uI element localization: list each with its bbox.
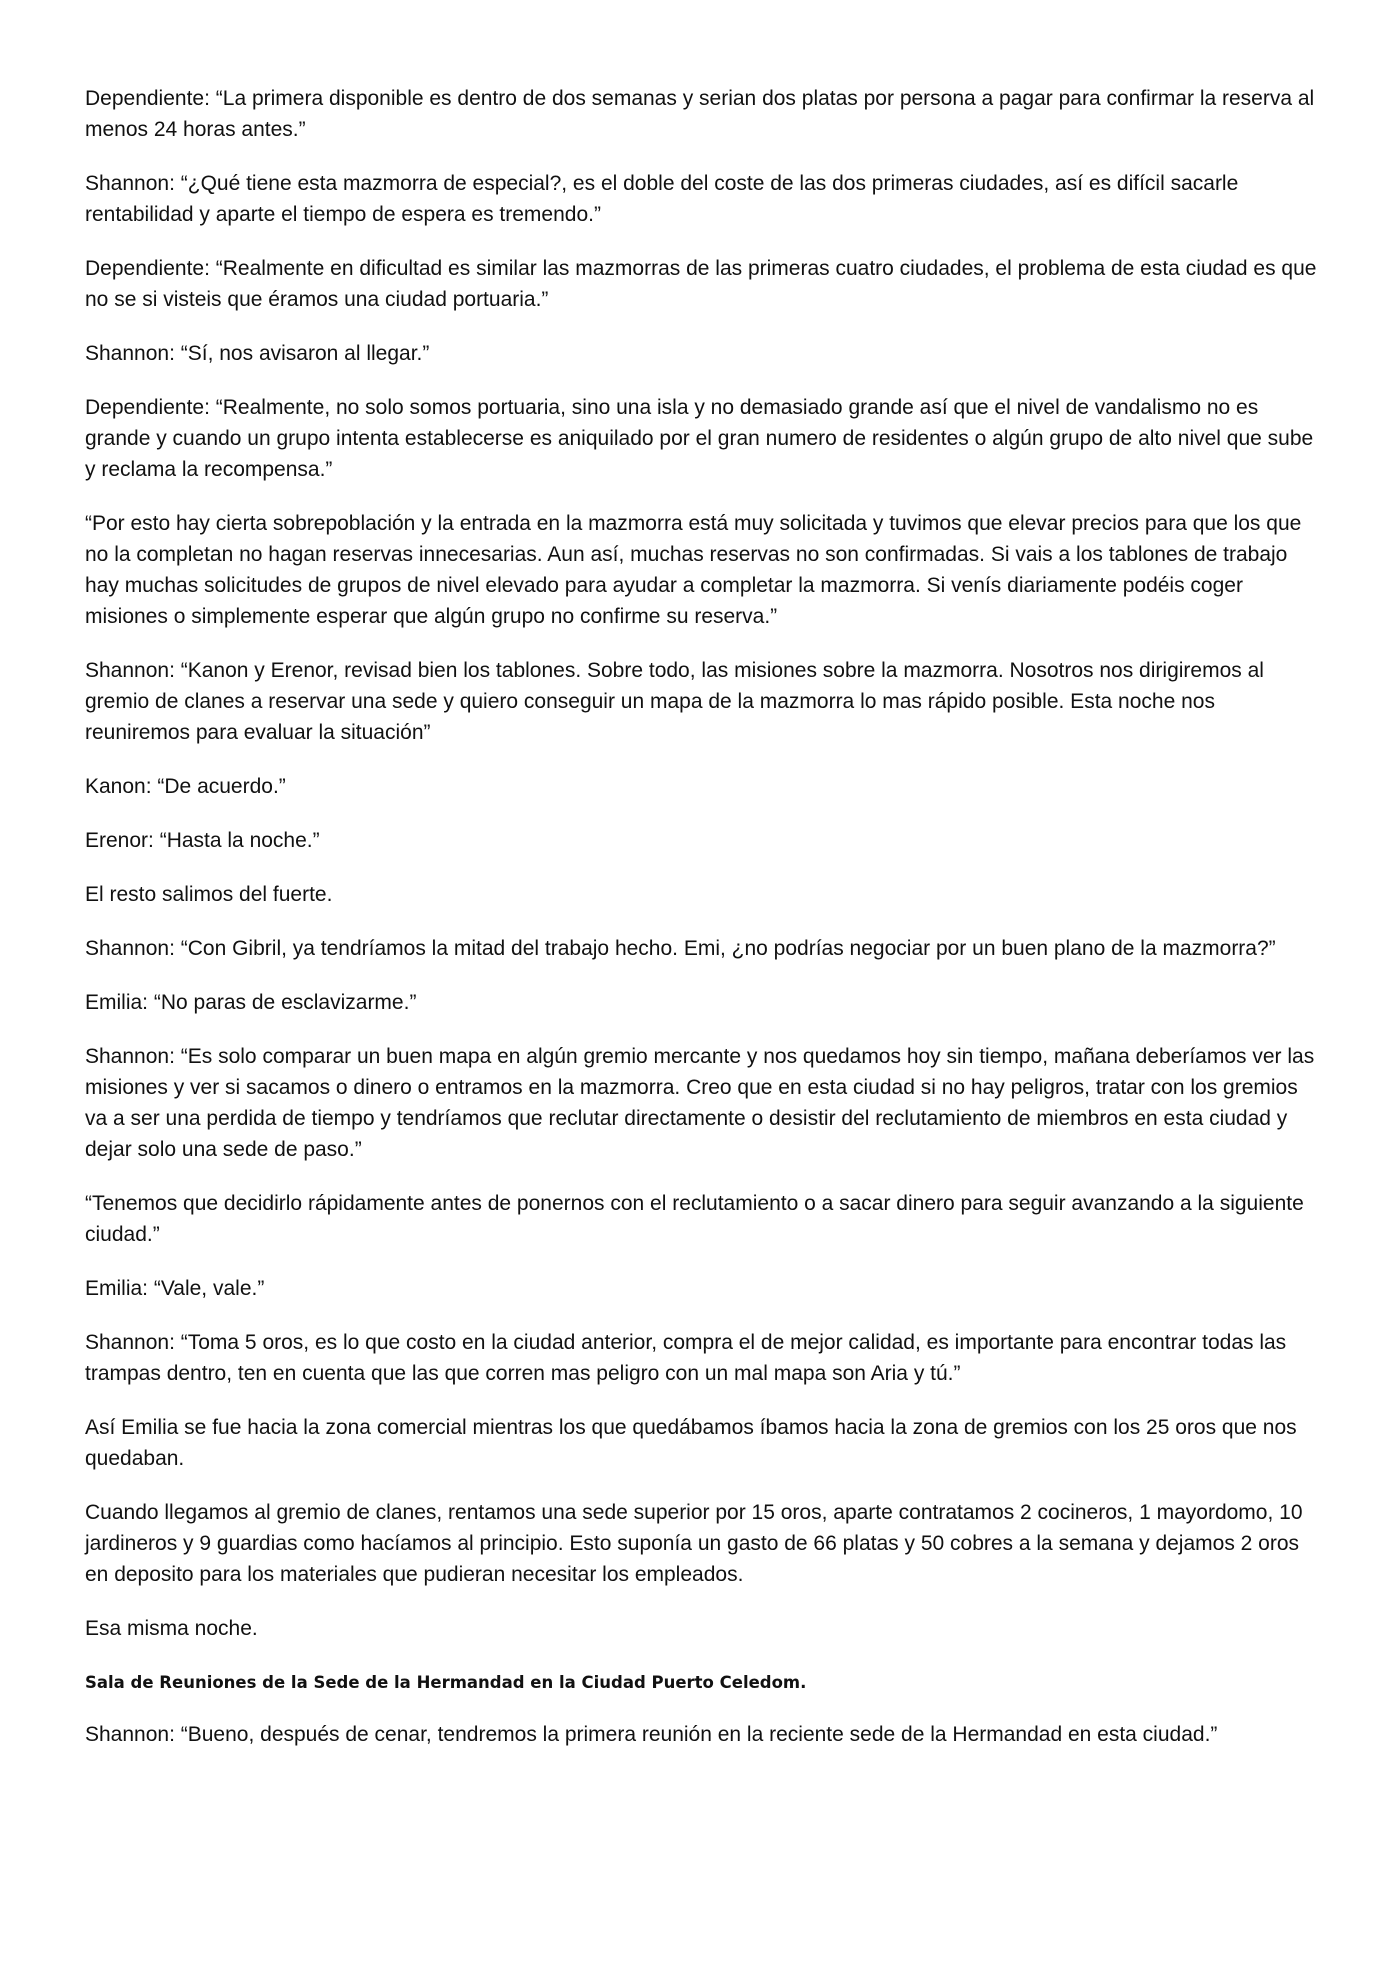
paragraph: Shannon: “Kanon y Erenor, revisad bien los tablones. Sobre todo, las misiones sobre la mazmorra. Nosotros nos dirigiremos al gremio de clanes a reservar una sede y quiero conseguir un mapa de la mazmorra lo mas rápido posible. Esta noche nos reuniremos para evaluar la situación” xyxy=(85,659,1264,744)
paragraph: Emilia: “No paras de esclavizarme.” xyxy=(85,991,417,1014)
paragraph: Dependiente: “Realmente, no solo somos portuaria, sino una isla y no demasiado grande así que el nivel de vandalismo no es grande y cuando un grupo intenta establecerse es aniquilado por el gran numero de residentes o algún grupo de alto nivel que sube y reclama la recompensa.” xyxy=(85,396,1314,481)
document-page xyxy=(85,83,1325,1773)
paragraph: Shannon: “Con Gibril, ya tendríamos la mitad del trabajo hecho. Emi, ¿no podrías negociar por un buen plano de la mazmorra?” xyxy=(85,937,1276,960)
paragraph: Dependiente: “La primera disponible es dentro de dos semanas y serian dos platas por persona a pagar para confirmar la reserva al menos 24 horas antes.” xyxy=(85,87,1315,141)
paragraph: Shannon: “Toma 5 oros, es lo que costo en la ciudad anterior, compra el de mejor calidad, es importante para encontrar todas las trampas dentro, ten en cuenta que las que corren mas peligro con un mal mapa son Aria y tú.” xyxy=(85,1331,1287,1385)
paragraph: Cuando llegamos al gremio de clanes, rentamos una sede superior por 15 oros, aparte contratamos 2 cocineros, 1 mayordomo, 10 jardineros y 9 guardias como hacíamos al principio. Esto suponía un gasto de 66 platas y 50 cobres a la semana y dejamos 2 oros en deposito para los materiales que pudieran necesitar los empleados. xyxy=(85,1501,1303,1586)
paragraph: Esa misma noche. xyxy=(85,1617,258,1640)
paragraph: Shannon: “Bueno, después de cenar, tendremos la primera reunión en la reciente sede de la Hermandad en esta ciudad.” xyxy=(85,1723,1218,1746)
paragraph: Kanon: “De acuerdo.” xyxy=(85,775,286,798)
paragraph: Shannon: “¿Qué tiene esta mazmorra de especial?, es el doble del coste de las dos primeras ciudades, así es difícil sacarle rentabilidad y aparte el tiempo de espera es tremendo.” xyxy=(85,172,1239,226)
paragraph: El resto salimos del fuerte. xyxy=(85,883,333,906)
paragraph: Erenor: “Hasta la noche.” xyxy=(85,829,320,852)
paragraph: Dependiente: “Realmente en dificultad es similar las mazmorras de las primeras cuatro ciudades, el problema de esta ciudad es que no se si visteis que éramos una ciudad portuaria.” xyxy=(85,257,1317,311)
paragraph: Así Emilia se fue hacia la zona comercial mientras los que quedábamos íbamos hacia la zona de gremios con los 25 oros que nos quedaban. xyxy=(85,1416,1297,1470)
scene-heading: Sala de Reuniones de la Sede de la Hermandad en la Ciudad Puerto Celedom. xyxy=(85,1673,807,1692)
paragraph: “Tenemos que decidirlo rápidamente antes de ponernos con el reclutamiento o a sacar dinero para seguir avanzando a la siguiente ciudad.” xyxy=(85,1192,1304,1246)
paragraph: Shannon: “Sí, nos avisaron al llegar.” xyxy=(85,342,430,365)
paragraph: “Por esto hay cierta sobrepoblación y la entrada en la mazmorra está muy solicitada y tuvimos que elevar precios para que los que no la completan no hagan reservas innecesarias. Aun así, muchas reservas no son confirmadas. Si vais a los tablones de trabajo hay muchas solicitudes de grupos de nivel elevado para ayudar a completar la mazmorra. Si venís diariamente podéis coger misiones o simplemente esperar que algún grupo no confirme su reserva.” xyxy=(85,512,1302,628)
paragraph: Shannon: “Es solo comparar un buen mapa en algún gremio mercante y nos quedamos hoy sin tiempo, mañana deberíamos ver las misiones y ver si sacamos o dinero o entramos en la mazmorra. Creo que en esta ciudad si no hay peligros, tratar con los gremios va a ser una perdida de tiempo y tendríamos que reclutar directamente o desistir del reclutamiento de miembros en esta ciudad y dejar solo una sede de paso.” xyxy=(85,1045,1315,1161)
paragraph: Emilia: “Vale, vale.” xyxy=(85,1277,265,1300)
